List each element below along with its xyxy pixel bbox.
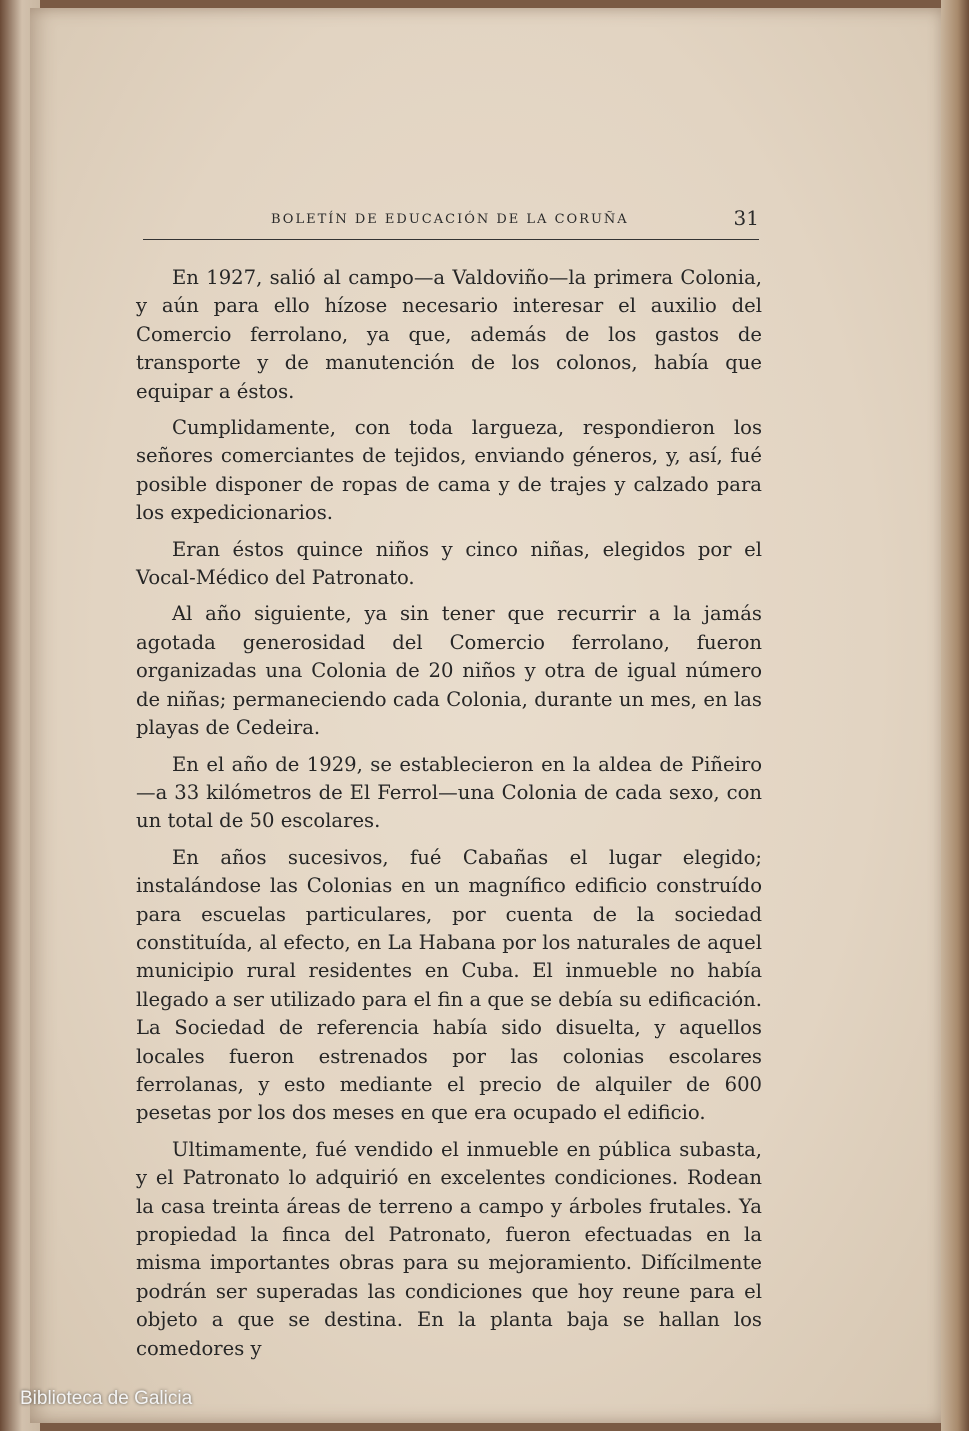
running-head: BOLETÍN DE EDUCACIÓN DE LA CORUÑA <box>271 212 629 227</box>
paragraph: En años sucesivos, fué Cabañas el lugar elegido; instalándose las Colonias en un magnífico edificio construído para escuelas particulares, por cuenta de la sociedad constituída, al efecto, en La Habana por los naturales de aquel municipio rural residentes en Cuba. El inmueble no había llegado a ser utilizado para el fin a que se debía su edificación. La Sociedad de referencia había sido disuelta, y aquellos locales fueron estrenados por las colonias escolares ferrolanas, y esto mediante el precio de alquiler de 600 pesetas por los dos meses en que era ocupado el edificio. <box>136 845 762 1125</box>
library-watermark: Biblioteca de Galicia <box>20 1388 193 1409</box>
paragraph: Al año siguiente, ya sin tener que recurrir a la jamás agotada generosidad del Comercio ferrolano, fueron organizadas una Colonia de 20 niños y otra de igual número de niñas; permaneciendo cada Colonia, durante un mes, en las playas de Cedeira. <box>136 602 762 740</box>
paragraph: Ultimamente, fué vendido el inmueble en pública subasta, y el Patronato lo adquirió en excelentes condiciones. Rodean la casa treinta áreas de terreno a campo y árboles frutales. Ya propiedad la finca del Patronato, fueron efectuadas en la misma importantes obras para su mejoramiento. Difícilmente podrán ser superadas las condiciones que hoy reune para el objeto a que se destina. En la planta baja se hallan los comedores y <box>136 1137 762 1360</box>
paragraph: Eran éstos quince niños y cinco niñas, elegidos por el Vocal-Médico del Patronato. <box>136 537 762 590</box>
page-edge <box>941 0 969 1431</box>
paragraph: En 1927, salió al campo—a Valdoviño—la primera Colonia, y aún para ello hízose necesario interesar el auxilio del Comercio ferrolano, ya que, además de los gastos de transporte y de manutención de los colonos, había que equipar a éstos. <box>136 266 762 403</box>
header-rule <box>143 239 759 241</box>
paragraph: Cumplidamente, con toda largueza, respondieron los señores comerciantes de tejidos, enviando géneros, y, así, fué posible disponer de ropas de cama y de trajes y calzado para los expedicionarios. <box>136 416 762 525</box>
paragraph: En el año de 1929, se establecieron en la aldea de Piñeiro—a 33 kilómetros de El Ferrol—una Colonia de cada sexo, con un total de 50 escolares. <box>136 752 762 833</box>
body-text <box>136 264 762 1371</box>
page-header <box>143 206 759 242</box>
page-number: 31 <box>733 206 759 230</box>
